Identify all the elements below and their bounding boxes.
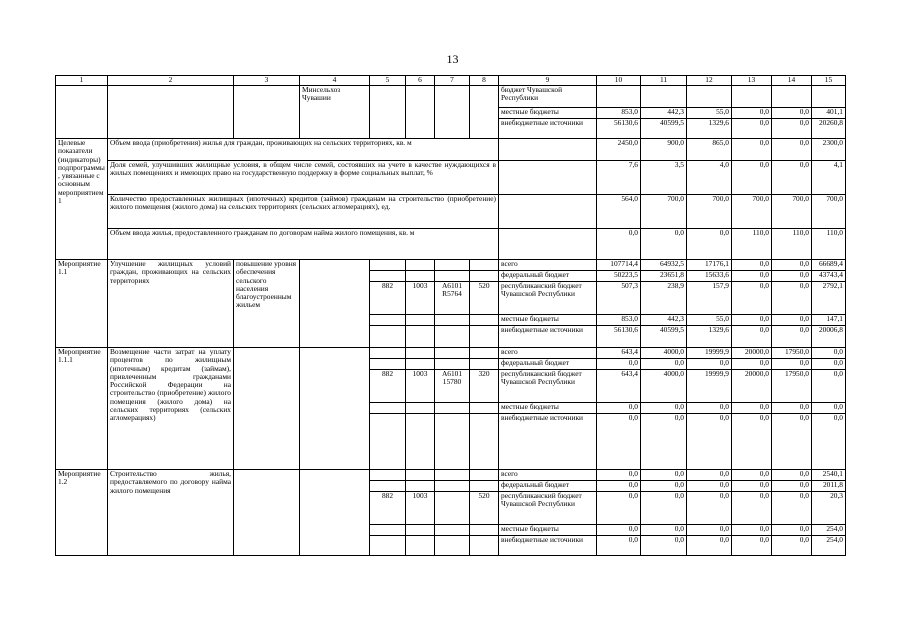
csr-code: А6101 R5764: [435, 282, 470, 315]
code-cell: [435, 86, 470, 139]
indicator-text: Объем ввода (приобретения) жилья для граждан, проживающих на сельских территориях, кв. м: [108, 139, 499, 161]
value-cell: 0,0: [597, 403, 641, 414]
value-cell: 700,0: [732, 195, 772, 229]
source-cell: местные бюджеты: [499, 108, 597, 119]
value-cell: 20000,0: [732, 348, 772, 359]
code-cell: [406, 359, 435, 370]
value-cell: 0,0: [641, 403, 687, 414]
table-row: [56, 161, 846, 195]
value-cell: 254,0: [812, 525, 846, 536]
code-cell: [370, 525, 406, 536]
value-cell: 0,0: [687, 525, 732, 536]
value-cell: 4000,0: [641, 348, 687, 359]
value-cell: 0,0: [641, 229, 687, 260]
code-cell: [370, 536, 406, 556]
executor-cell: [300, 260, 370, 348]
table-row: [56, 86, 846, 108]
code-cell: [370, 470, 406, 481]
source-cell: федеральный бюджет: [499, 271, 597, 282]
value-cell: 7,6: [597, 161, 641, 195]
value-cell: 700,0: [812, 195, 846, 229]
source-cell: бюджет Чувашской Республики: [499, 86, 597, 108]
value-cell: 0,0: [641, 359, 687, 370]
column-number: 12: [687, 76, 732, 86]
code-cell: [470, 481, 499, 492]
code-cell: [470, 271, 499, 282]
value-cell: 56130,6: [597, 119, 641, 139]
value-cell: 0,0: [772, 470, 812, 481]
value-cell: 19999,9: [687, 370, 732, 403]
value-cell: 442,3: [641, 108, 687, 119]
source-cell: внебюджетные источники: [499, 536, 597, 556]
value-cell: [597, 86, 641, 108]
value-cell: 0,0: [687, 470, 732, 481]
value-cell: 23651,8: [641, 271, 687, 282]
code-cell: [435, 315, 470, 326]
code-cell: [470, 86, 499, 139]
column-number: 13: [732, 76, 772, 86]
value-cell: 853,0: [597, 108, 641, 119]
code-cell: [370, 315, 406, 326]
value-cell: 643,4: [597, 370, 641, 403]
measure-description: Строительство жилья, предоставляемого по договору найма жилого помещения: [108, 470, 234, 556]
value-cell: 2450,0: [597, 139, 641, 161]
code-cell: [435, 359, 470, 370]
code-cell: [406, 348, 435, 359]
value-cell: 238,9: [641, 282, 687, 315]
value-cell: 1329,6: [687, 119, 732, 139]
value-cell: 0,0: [772, 119, 812, 139]
code-cell: [406, 260, 435, 271]
value-cell: 0,0: [597, 525, 641, 536]
code-cell: [370, 414, 406, 470]
table-row: [56, 195, 846, 229]
code-cell: [406, 536, 435, 556]
code-cell: [470, 414, 499, 470]
value-cell: 564,0: [597, 195, 641, 229]
value-cell: 0,0: [772, 139, 812, 161]
value-cell: 0,0: [732, 414, 772, 470]
indicator-text: Количество предоставленных жилищных (ипотечных) кредитов (займов) гражданам на строительство (приобретение) жилого помещения (жилого дома) на сельских территориях (сельских агломерациях), ед.: [108, 195, 499, 229]
column-number: 8: [470, 76, 499, 86]
value-cell: 0,0: [732, 315, 772, 326]
code-cell: [370, 86, 406, 139]
value-cell: 0,0: [772, 271, 812, 282]
value-cell: 643,4: [597, 348, 641, 359]
source-cell: внебюджетные источники: [499, 119, 597, 139]
code-cell: [470, 470, 499, 481]
column-number: 2: [108, 76, 234, 86]
value-cell: 20006,8: [812, 326, 846, 348]
value-cell: 0,0: [641, 414, 687, 470]
value-cell: 0,0: [597, 470, 641, 481]
code-cell: [435, 403, 470, 414]
vr-code: 520: [470, 282, 499, 315]
code-cell: [370, 260, 406, 271]
page-number: 13: [446, 52, 459, 66]
executor-cell: [300, 470, 370, 556]
value-cell: 507,3: [597, 282, 641, 315]
value-cell: 2300,0: [812, 139, 846, 161]
value-cell: [812, 86, 846, 108]
value-cell: 0,0: [687, 229, 732, 260]
measure-target: [234, 470, 300, 556]
grbs-code: 882: [370, 370, 406, 403]
value-cell: 0,0: [732, 326, 772, 348]
value-cell: 0,0: [812, 348, 846, 359]
value-cell: 0,0: [641, 481, 687, 492]
value-cell: 700,0: [772, 195, 812, 229]
program-table: [55, 75, 846, 556]
value-cell: 0,0: [687, 492, 732, 525]
code-cell: [370, 348, 406, 359]
code-cell: [406, 481, 435, 492]
value-cell: 0,0: [772, 403, 812, 414]
value-cell: 0,0: [812, 359, 846, 370]
value-cell: 0,0: [772, 359, 812, 370]
table-row: [56, 229, 846, 260]
value-cell: 1329,6: [687, 326, 732, 348]
value-cell: 0,0: [687, 536, 732, 556]
code-cell: [370, 481, 406, 492]
value-cell: 55,0: [687, 108, 732, 119]
table-row: [56, 76, 846, 86]
description-cell: [108, 86, 234, 139]
value-cell: 0,0: [772, 282, 812, 315]
code-cell: [370, 271, 406, 282]
value-cell: [732, 86, 772, 108]
indicators-label: Целевые показатели (индикаторы) подпрограммы, увязанные с основным мероприятием 1: [56, 139, 108, 260]
value-cell: 0,0: [732, 161, 772, 195]
value-cell: [641, 86, 687, 108]
code-cell: [370, 403, 406, 414]
value-cell: 17950,0: [772, 370, 812, 403]
table-row: [56, 470, 846, 481]
column-number: 11: [641, 76, 687, 86]
value-cell: 0,0: [732, 139, 772, 161]
vr-code: 320: [470, 370, 499, 403]
value-cell: 700,0: [687, 195, 732, 229]
code-cell: [470, 359, 499, 370]
target-cell: [234, 86, 300, 139]
value-cell: 0,0: [597, 492, 641, 525]
measure-name: Мероприятие 1.1.1: [56, 348, 108, 470]
source-cell: внебюджетные источники: [499, 326, 597, 348]
value-cell: 0,0: [772, 161, 812, 195]
value-cell: 0,0: [772, 414, 812, 470]
measure-description: Улучшение жилищных условий граждан, проживающих на сельских территориях: [108, 260, 234, 348]
column-number: 6: [406, 76, 435, 86]
value-cell: 40599,5: [641, 326, 687, 348]
rzpr-code: 1003: [406, 370, 435, 403]
value-cell: 4,1: [812, 161, 846, 195]
value-cell: 20000,0: [732, 370, 772, 403]
value-cell: 64932,5: [641, 260, 687, 271]
code-cell: [406, 470, 435, 481]
source-cell: республиканский бюджет Чувашской Республики: [499, 282, 597, 315]
column-number: 4: [300, 76, 370, 86]
source-cell: местные бюджеты: [499, 403, 597, 414]
code-cell: [435, 470, 470, 481]
value-cell: 0,0: [687, 414, 732, 470]
value-cell: 0,0: [732, 271, 772, 282]
value-cell: 0,0: [687, 403, 732, 414]
value-cell: 0,0: [772, 260, 812, 271]
measure-description: Возмещение части затрат на уплату процентов по жилищным (ипотечным) кредитам (займам), привлеченным гражданами Российской Федерации на строительство (приобретение) жилого помещения (жилого дома) на сельских территориях (сельских агломерациях): [108, 348, 234, 470]
value-cell: 147,1: [812, 315, 846, 326]
code-cell: [435, 348, 470, 359]
source-cell: всего: [499, 348, 597, 359]
value-cell: 110,0: [812, 229, 846, 260]
value-cell: 0,0: [772, 536, 812, 556]
value-cell: 19999,9: [687, 348, 732, 359]
status-cell: [56, 86, 108, 139]
value-cell: 442,3: [641, 315, 687, 326]
column-number: 1: [56, 76, 108, 86]
executor-cell: [300, 348, 370, 470]
code-cell: [435, 326, 470, 348]
value-cell: 0,0: [732, 282, 772, 315]
value-cell: 0,0: [597, 414, 641, 470]
value-cell: 0,0: [597, 229, 641, 260]
value-cell: 2792,1: [812, 282, 846, 315]
table-row: [56, 260, 846, 271]
code-cell: [470, 260, 499, 271]
value-cell: 110,0: [772, 229, 812, 260]
value-cell: 20,3: [812, 492, 846, 525]
column-number: 7: [435, 76, 470, 86]
column-number: 10: [597, 76, 641, 86]
value-cell: 0,0: [597, 481, 641, 492]
source-cell: местные бюджеты: [499, 315, 597, 326]
code-cell: [435, 260, 470, 271]
code-cell: [435, 525, 470, 536]
value-cell: 0,0: [812, 403, 846, 414]
value-cell: 56130,6: [597, 326, 641, 348]
value-cell: 0,0: [732, 119, 772, 139]
measure-target: [234, 348, 300, 470]
value-cell: 0,0: [732, 536, 772, 556]
value-cell: 0,0: [687, 359, 732, 370]
csr-code: [435, 492, 470, 525]
value-cell: 2011,8: [812, 481, 846, 492]
column-number: 9: [499, 76, 597, 86]
indicator-text: Доля семей, улучшивших жилищные условия, в общем числе семей, состоявших на учете в качестве нуждающихся в жилых помещениях и имеющих право на государственную поддержку в форме социальных выплат, %: [108, 161, 499, 195]
rzpr-code: 1003: [406, 492, 435, 525]
value-cell: 0,0: [641, 525, 687, 536]
code-cell: [470, 315, 499, 326]
value-cell: 700,0: [641, 195, 687, 229]
code-cell: [370, 326, 406, 348]
source-cell: всего: [499, 260, 597, 271]
source-cell: всего: [499, 470, 597, 481]
value-cell: 110,0: [732, 229, 772, 260]
value-cell: 0,0: [772, 108, 812, 119]
value-cell: 4000,0: [641, 370, 687, 403]
source-cell: республиканский бюджет Чувашской Республики: [499, 492, 597, 525]
value-cell: 0,0: [597, 536, 641, 556]
value-cell: [687, 86, 732, 108]
source-cell: внебюджетные источники: [499, 414, 597, 470]
value-cell: 17176,1: [687, 260, 732, 271]
executor-cell: Минсельхоз Чувашии: [300, 86, 370, 139]
value-cell: 107714,4: [597, 260, 641, 271]
value-cell: 0,0: [732, 403, 772, 414]
code-cell: [435, 481, 470, 492]
measure-name: Мероприятие 1.2: [56, 470, 108, 556]
value-cell: 0,0: [732, 260, 772, 271]
value-cell: 0,0: [772, 326, 812, 348]
code-cell: [406, 86, 435, 139]
value-cell: 40599,5: [641, 119, 687, 139]
code-cell: [406, 271, 435, 282]
value-cell: 55,0: [687, 315, 732, 326]
source-cell: республиканский бюджет Чувашской Республики: [499, 370, 597, 403]
value-cell: 0,0: [732, 492, 772, 525]
value-cell: 0,0: [687, 481, 732, 492]
value-cell: 3,5: [641, 161, 687, 195]
code-cell: [470, 525, 499, 536]
value-cell: 17950,0: [772, 348, 812, 359]
value-cell: 0,0: [732, 470, 772, 481]
value-cell: 0,0: [772, 525, 812, 536]
value-cell: 0,0: [641, 536, 687, 556]
code-cell: [470, 403, 499, 414]
value-cell: 0,0: [812, 414, 846, 470]
code-cell: [435, 536, 470, 556]
source-cell: федеральный бюджет: [499, 359, 597, 370]
value-cell: 0,0: [641, 470, 687, 481]
source-cell: [499, 195, 597, 229]
value-cell: 865,0: [687, 139, 732, 161]
code-cell: [406, 403, 435, 414]
code-cell: [406, 525, 435, 536]
measure-target: повышение уровня обеспечения сельского населения благоустроенным жильем: [234, 260, 300, 348]
value-cell: 50223,5: [597, 271, 641, 282]
code-cell: [370, 359, 406, 370]
source-cell: [499, 229, 597, 260]
code-cell: [470, 326, 499, 348]
value-cell: 0,0: [772, 481, 812, 492]
value-cell: 0,0: [641, 492, 687, 525]
source-cell: федеральный бюджет: [499, 481, 597, 492]
code-cell: [406, 414, 435, 470]
value-cell: 853,0: [597, 315, 641, 326]
csr-code: А6101 15780: [435, 370, 470, 403]
value-cell: 4,0: [687, 161, 732, 195]
value-cell: 0,0: [772, 492, 812, 525]
rzpr-code: 1003: [406, 282, 435, 315]
column-number: 14: [772, 76, 812, 86]
value-cell: 2540,1: [812, 470, 846, 481]
value-cell: 0,0: [732, 108, 772, 119]
value-cell: 0,0: [772, 315, 812, 326]
value-cell: 254,0: [812, 536, 846, 556]
code-cell: [435, 271, 470, 282]
code-cell: [470, 348, 499, 359]
code-cell: [470, 536, 499, 556]
table-row: [56, 139, 846, 161]
indicator-text: Объем ввода жилья, предоставленного гражданам по договорам найма жилого помещения, кв. м: [108, 229, 499, 260]
code-cell: [406, 326, 435, 348]
source-cell: [499, 139, 597, 161]
value-cell: 43743,4: [812, 271, 846, 282]
value-cell: 157,9: [687, 282, 732, 315]
value-cell: 900,0: [641, 139, 687, 161]
source-cell: [499, 161, 597, 195]
value-cell: 0,0: [597, 359, 641, 370]
value-cell: 0,0: [812, 370, 846, 403]
vr-code: 520: [470, 492, 499, 525]
value-cell: 0,0: [732, 525, 772, 536]
grbs-code: 882: [370, 282, 406, 315]
measure-name: Мероприятие 1.1: [56, 260, 108, 348]
column-number: 15: [812, 76, 846, 86]
value-cell: [772, 86, 812, 108]
code-cell: [435, 414, 470, 470]
source-cell: местные бюджеты: [499, 525, 597, 536]
column-number: 5: [370, 76, 406, 86]
value-cell: 401,1: [812, 108, 846, 119]
code-cell: [406, 315, 435, 326]
value-cell: 0,0: [732, 481, 772, 492]
value-cell: 15633,6: [687, 271, 732, 282]
value-cell: 0,0: [732, 359, 772, 370]
grbs-code: 882: [370, 492, 406, 525]
column-number: 3: [234, 76, 300, 86]
table-row: [56, 348, 846, 359]
value-cell: 20260,8: [812, 119, 846, 139]
value-cell: 66689,4: [812, 260, 846, 271]
